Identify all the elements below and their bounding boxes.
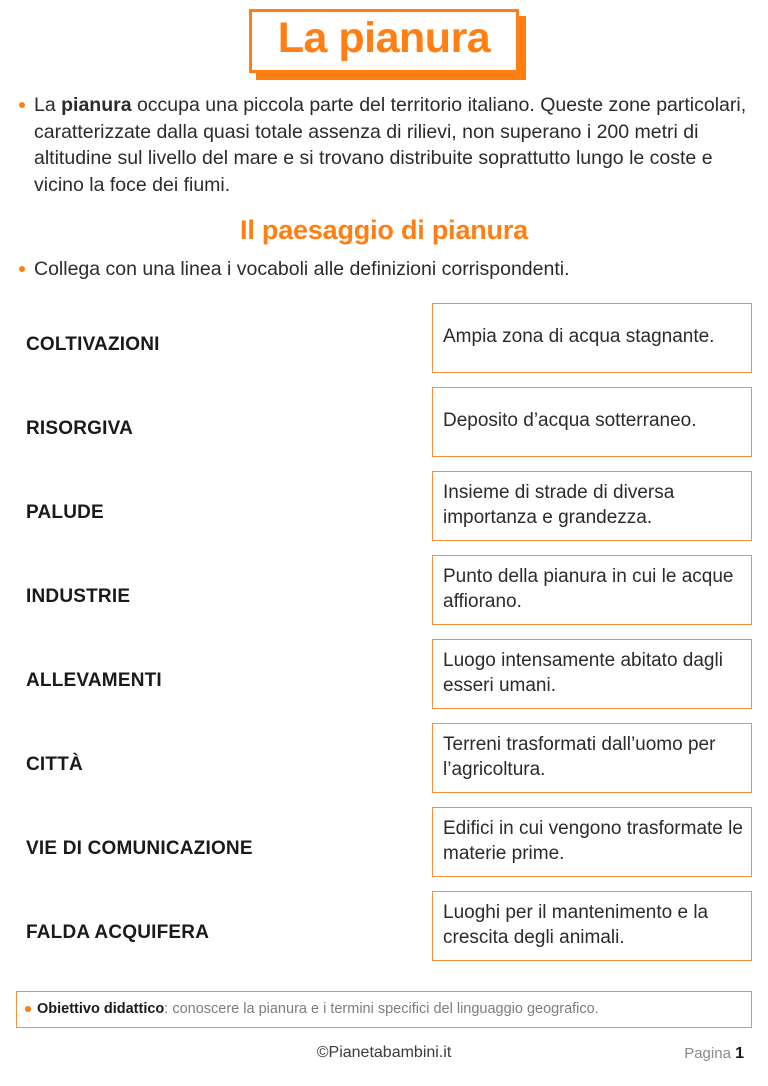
definition-box[interactable] [432, 891, 752, 961]
term-label: RISORGIVA [26, 417, 134, 439]
bullet-icon [19, 102, 25, 108]
term-row[interactable] [16, 723, 416, 807]
instruction-text: Collega con una linea i vocaboli alle definizioni corrispondenti. [34, 258, 570, 281]
page-title: La pianura [277, 14, 491, 62]
definition-box[interactable] [432, 723, 752, 793]
definition-box[interactable] [432, 807, 752, 877]
term-row[interactable] [16, 555, 416, 639]
definition-box[interactable] [432, 303, 752, 373]
definition-text: Punto della pianura in cui le acque affiorano. [443, 566, 734, 612]
term-row[interactable] [16, 303, 416, 387]
objective-label: Obiettivo didattico [37, 1001, 165, 1017]
site-credit: ©Pianetabambini.it [316, 1044, 452, 1061]
objective-separator: : [164, 1001, 173, 1017]
definition-text: Insieme di strade di diversa importanza e grandezza. [443, 482, 675, 528]
bullet-icon [19, 266, 25, 272]
term-row[interactable] [16, 807, 416, 891]
definition-text: Edifici in cui vengono trasformate le materie prime. [443, 818, 743, 864]
matching-exercise [16, 303, 752, 975]
definitions-column [432, 303, 752, 975]
definition-text: Ampia zona di acqua stagnante. [443, 326, 715, 348]
intro-text-before: La [34, 94, 62, 117]
intro-paragraph [16, 92, 752, 198]
definition-text: Luoghi per il mantenimento e la crescita degli animali. [443, 902, 709, 948]
definition-box[interactable] [432, 471, 752, 541]
intro-bold-word: pianura [61, 94, 132, 117]
bullet-icon [25, 1006, 31, 1012]
page-label: Pagina [684, 1045, 731, 1062]
objective-text: conoscere la pianura e i termini specifici del linguaggio geografico. [172, 1001, 599, 1017]
exercise-instruction [16, 257, 752, 282]
definition-text: Terreni trasformati dall’uomo per l’agricoltura. [443, 734, 716, 780]
term-label: CITTÀ [26, 753, 83, 775]
definition-box[interactable] [432, 639, 752, 709]
term-label: VIE DI COMUNICAZIONE [26, 837, 253, 859]
term-row[interactable] [16, 387, 416, 471]
definition-text: Deposito d’acqua sotterraneo. [443, 410, 697, 432]
terms-column [16, 303, 416, 975]
definition-box[interactable] [432, 387, 752, 457]
term-label: FALDA ACQUIFERA [26, 921, 210, 943]
section-subtitle: Il paesaggio di pianura [240, 215, 528, 246]
page-indicator [684, 1045, 744, 1063]
page-footer [16, 1044, 752, 1074]
term-row[interactable] [16, 639, 416, 723]
definition-box[interactable] [432, 555, 752, 625]
intro-text-after: occupa una piccola parte del territorio italiano. Queste zone particolari, caratterizzate dalla quasi totale assenza di rilievi, non superano i 200 metri di altitudine sul livello del mare e si trovano distribuite soprattutto lungo le coste e vicino la foce dei fiumi. [34, 94, 747, 196]
title-container [16, 0, 752, 73]
term-label: PALUDE [26, 501, 104, 523]
definition-text: Luogo intensamente abitato dagli esseri umani. [443, 650, 723, 696]
page-number: 1 [735, 1045, 744, 1062]
term-row[interactable] [16, 471, 416, 555]
term-label: INDUSTRIE [26, 585, 131, 607]
title-box [249, 9, 519, 73]
objective-box [16, 991, 752, 1028]
term-row[interactable] [16, 891, 416, 975]
term-label: ALLEVAMENTI [26, 669, 162, 691]
title-frame [249, 9, 519, 73]
term-label: COLTIVAZIONI [26, 333, 160, 355]
